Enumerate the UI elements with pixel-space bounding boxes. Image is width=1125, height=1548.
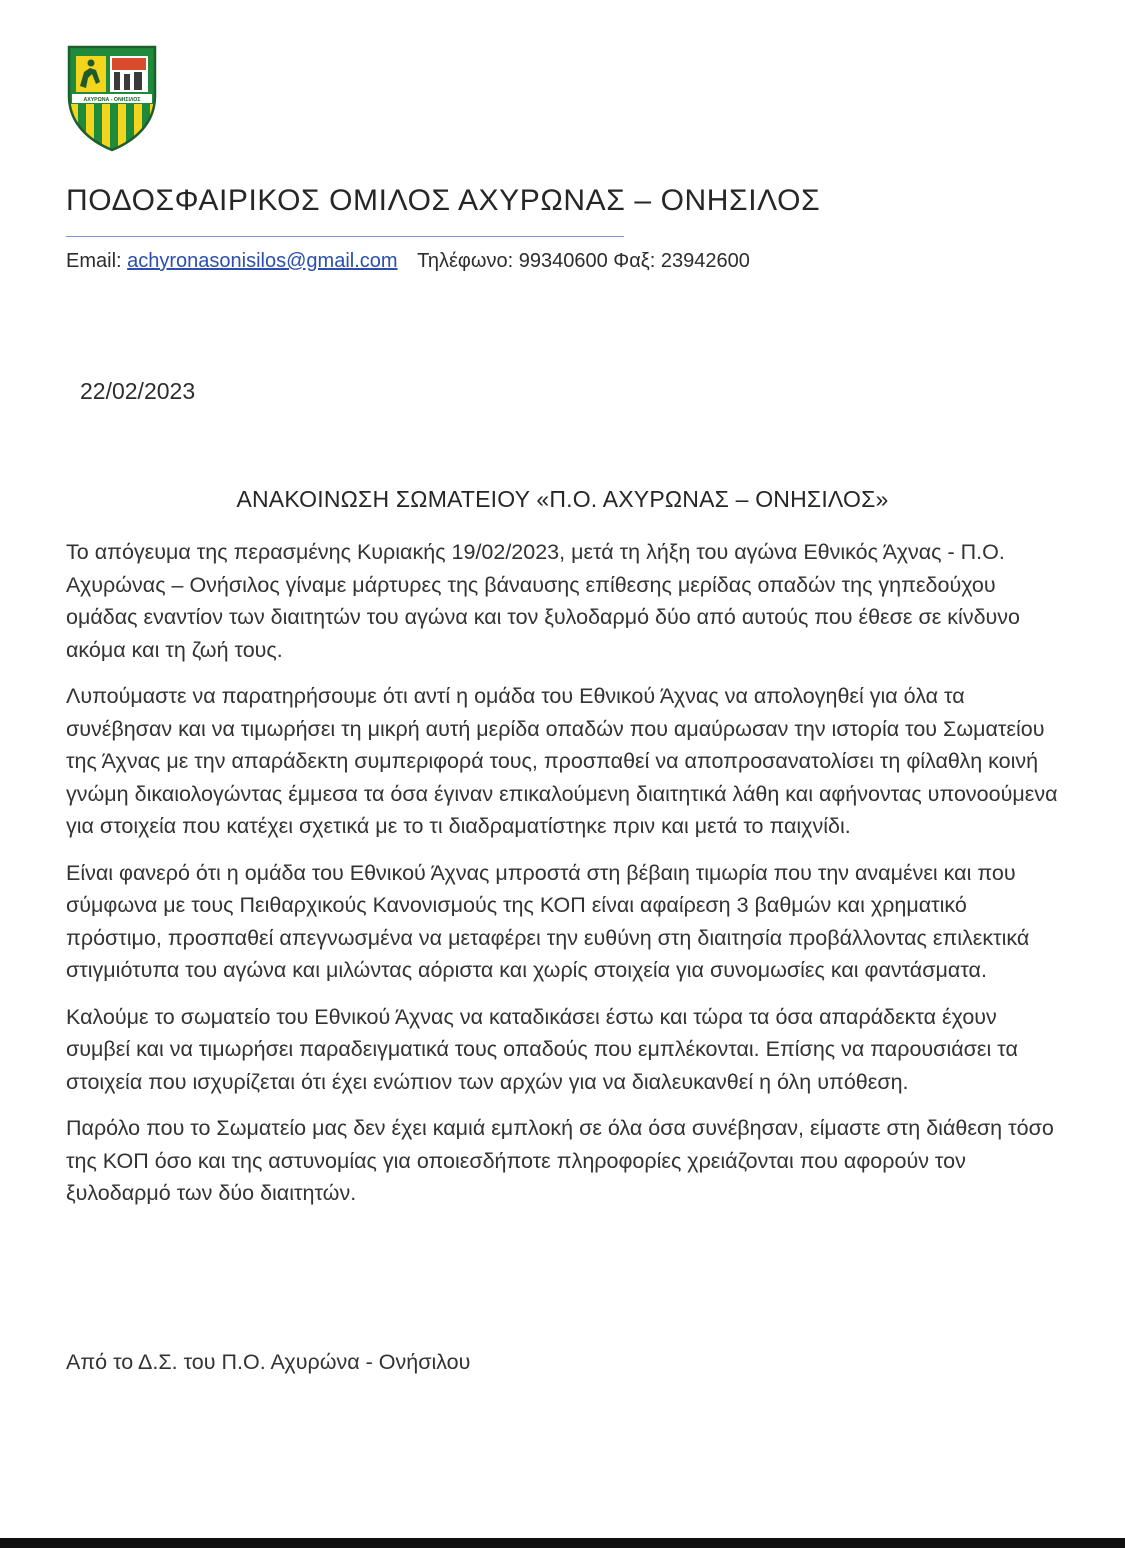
signature-line: Από το Δ.Σ. του Π.Ο. Αχυρώνα - Ονήσιλου xyxy=(66,1350,471,1374)
club-name-heading: ΠΟΔΟΣΦΑΙΡΙΚΟΣ ΟΜΙΛΟΣ ΑΧΥΡΩΝΑΣ – ΟΝΗΣΙΛΟΣ xyxy=(66,184,821,217)
email-label: Email: xyxy=(66,250,122,272)
contact-line xyxy=(66,250,750,273)
announcement-body xyxy=(66,536,1066,1224)
body-paragraph: Λυπούμαστε να παρατηρήσουμε ότι αντί η ομάδα του Εθνικού Άχνας να απολογηθεί για όλα τα συνέβησαν και να τιμωρήσει τη μικρή αυτή μερίδα οπαδών που αμαύρωσαν την ιστορία του Σωματείου της Άχνας με την απαράδεκτη συμπεριφορά τους, προσπαθεί να αποπροσανατολίσει τη φίλαθλη κοινή γνώμη δικαιολογώντας έμμεσα τα όσα έγιναν επικαλούμενη διαιτητικά λάθη και αφήνοντας υπονοούμενα για στοιχεία που κατέχει σχετικά με το τι διαδραματίστηκε πριν και μετά το παιχνίδι. xyxy=(66,684,1058,838)
email-link[interactable]: achyronasonisilos@gmail.com xyxy=(127,250,398,272)
club-crest-logo xyxy=(66,44,158,152)
announcement-title: ΑΝΑΚΟΙΝΩΣΗ ΣΩΜΑΤΕΙΟΥ «Π.Ο. ΑΧΥΡΩΝΑΣ – ΟΝΗΣΙΛΟΣ» xyxy=(236,486,889,512)
document-date: 22/02/2023 xyxy=(80,378,196,404)
body-paragraph: Παρόλο που το Σωματείο μας δεν έχει καμιά εμπλοκή σε όλα όσα συνέβησαν, είμαστε στη διάθεση τόσο της ΚΟΠ όσο και της αστυνομίας για οποιεσδήποτε πληροφορίες χρειάζονται που αφορούν τον ξυλοδαρμό των δύο διαιτητών. xyxy=(66,1116,1054,1205)
body-paragraph: Καλούμε το σωματείο του Εθνικού Άχνας να καταδικάσει έστω και τώρα τα όσα απαράδεκτα έχουν συμβεί και να τιμωρήσει παραδειγματικά τους οπαδούς που εμπλέκονται. Επίσης να παρουσιάσει τα στοιχεία που ισχυρίζεται ότι έχει ενώπιον των αρχών για να διαλευκανθεί η όλη υπόθεση. xyxy=(66,1004,1018,1094)
body-paragraph: Το απόγευμα της περασμένης Κυριακής 19/02/2023, μετά τη λήξη του αγώνα Εθνικός Άχνας - Π.Ο. Αχυρώνας – Ονήσιλος γίναμε μάρτυρες της βάναυσης επίθεσης μερίδας οπαδών της γηπεδούχου ομάδας εναντίον των διαιτητών του αγώνα και τον ξυλοδαρμό δύο από αυτούς που έθεσε σε κίνδυνο ακόμα και τη ζωή τους. xyxy=(66,540,1020,662)
letterhead-divider xyxy=(66,236,624,237)
crest-banner-text: ΑΧΥΡΩΝΑ - ΟΝΗΣΙΛΟΣ xyxy=(83,97,141,104)
bottom-bar xyxy=(0,1538,1125,1548)
body-paragraph: Είναι φανερό ότι η ομάδα του Εθνικού Άχνας μπροστά στη βέβαιη τιμωρία που την αναμένει και που σύμφωνα με τους Πειθαρχικούς Κανονισμούς της ΚΟΠ είναι αφαίρεση 3 βαθμών και χρηματικό πρόστιμο, προσπαθεί απεγνωσμένα να μεταφέρει την ευθύνη στη διαιτησία προβάλλοντας επιλεκτικά στιγμιότυπα του αγώνα και μιλώντας αόριστα και χωρίς στοιχεία για συνομωσίες και φαντάσματα. xyxy=(66,860,1030,982)
phone-fax: Τηλέφωνο: 99340600 Φαξ: 23942600 xyxy=(417,250,750,272)
